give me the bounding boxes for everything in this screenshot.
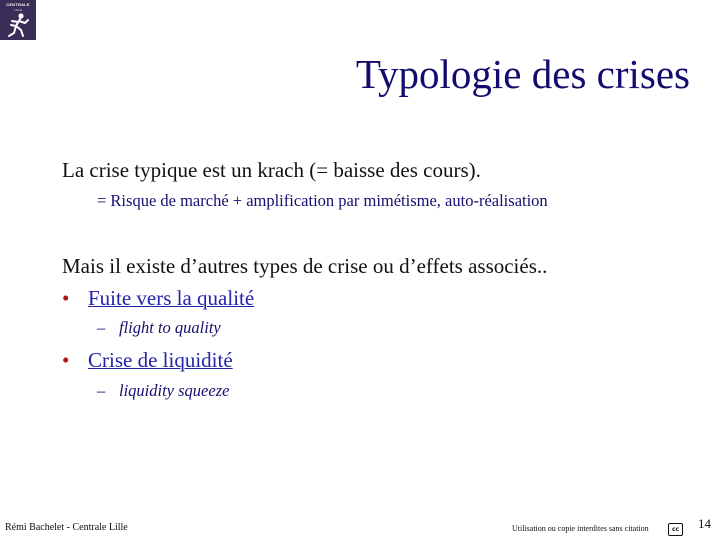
page-number: 14 bbox=[698, 516, 711, 531]
centrale-lille-logo bbox=[0, 0, 36, 40]
sub-text: flight to quality bbox=[119, 318, 221, 337]
logo-line2: LILLE bbox=[14, 8, 22, 12]
bullet-item bbox=[62, 285, 254, 311]
sub-item bbox=[97, 318, 221, 338]
sub-item bbox=[97, 381, 229, 401]
bullet-marker: • bbox=[62, 286, 70, 310]
logo-line1: CENTRALE bbox=[6, 2, 30, 7]
intro-detail: = Risque de marché + amplification par mimétisme, auto-réalisation bbox=[97, 191, 548, 210]
bullet-item bbox=[62, 347, 233, 373]
bullet-link-fuite[interactable]: Fuite vers la qualité bbox=[88, 286, 255, 310]
cc-license-icon[interactable]: cc bbox=[668, 523, 683, 536]
bullet-link-liquidite[interactable]: Crise de liquidité bbox=[88, 348, 233, 372]
runner-icon bbox=[0, 12, 36, 40]
other-types-line: Mais il existe d’autres types de crise ou d’effets associés.. bbox=[62, 254, 548, 278]
intro-line: La crise typique est un krach (= baisse des cours). bbox=[62, 158, 481, 182]
sub-marker: – bbox=[97, 318, 106, 337]
sub-marker: – bbox=[97, 381, 106, 400]
bullet-marker: • bbox=[62, 348, 70, 372]
footer-author: Rémi Bachelet - Centrale Lille bbox=[5, 522, 128, 533]
slide-title: Typologie des crises bbox=[355, 51, 690, 97]
sub-text: liquidity squeeze bbox=[119, 381, 230, 400]
footer-notice: Utilisation ou copie interdites sans citation bbox=[512, 524, 649, 533]
